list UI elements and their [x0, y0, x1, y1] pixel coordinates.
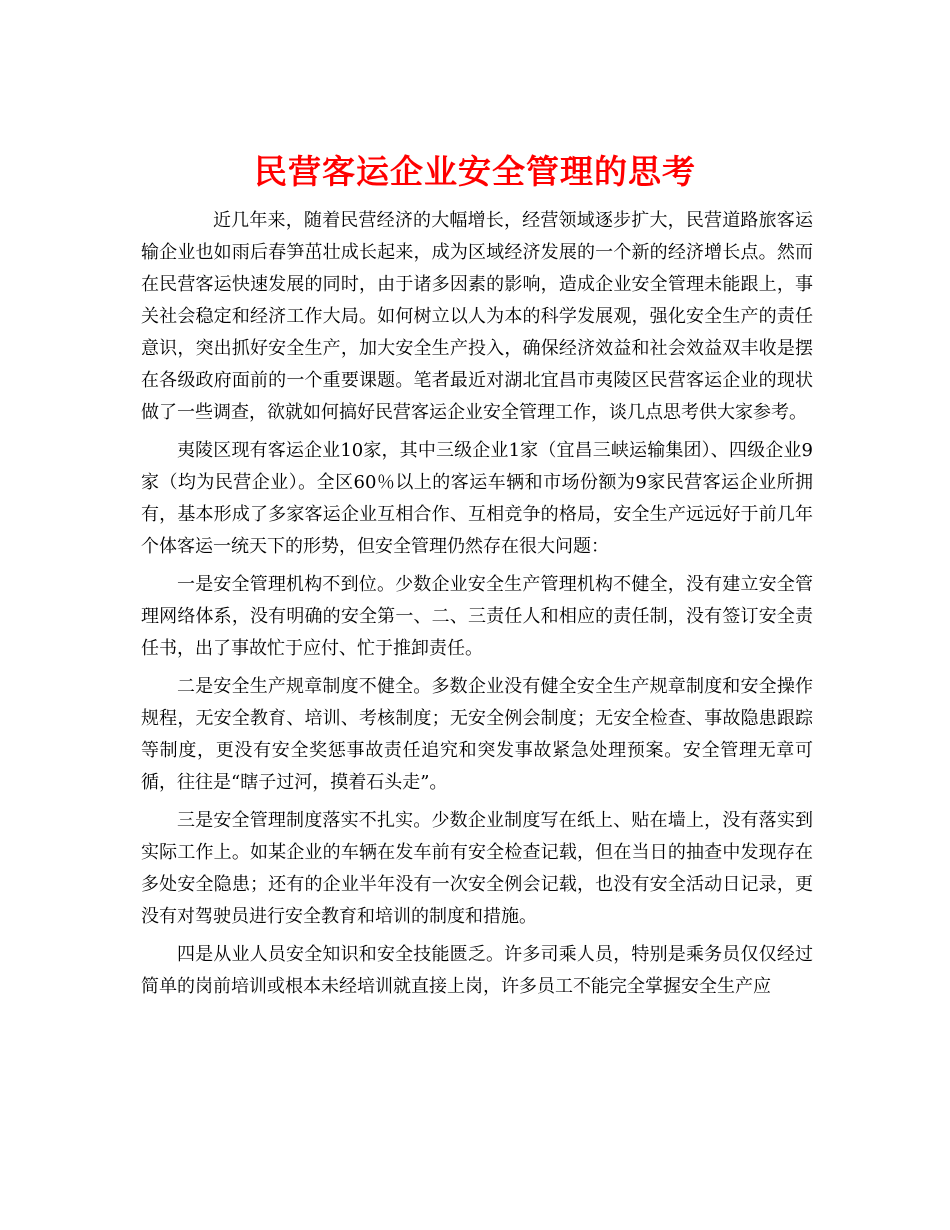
document-title: 民营客运企业安全管理的思考: [254, 152, 696, 192]
paragraph-issue-1: 一是安全管理机构不到位。少数企业安全生产管理机构不健全，没有建立安全管理网络体系，没有明确的安全第一、二、三责任人和相应的责任制，没有签订安全责任书，出了事故忙于应付、忙于推卸责任。: [141, 574, 813, 659]
paragraph-overview: 夷陵区现有客运企业10家，其中三级企业1家（宜昌三峡运输集团）、四级企业9家（均为民营企业）。全区60％以上的客运车辆和市场份额为9家民营客运企业所拥有，基本形成了多家客运企业互相合作、互相竞争的格局，安全生产远远好于前几年个体客运一统天下的形势，但安全管理仍然存在很大问题：: [141, 440, 813, 557]
paragraph-intro: 近几年来，随着民营经济的大幅增长，经营领域逐步扩大，民营道路旅客运输企业也如雨后春笋茁壮成长起来，成为区域经济发展的一个新的经济增长点。然而在民营客运快速发展的同时，由于诸多因素的影响，造成企业安全管理未能跟上，事关社会稳定和经济工作大局。如何树立以人为本的科学发展观，强化安全生产的责任意识，突出抓好安全生产，加大安全生产投入，确保经济效益和社会效益双丰收是摆在各级政府面前的一个重要课题。笔者最近对湖北宜昌市夷陵区民营客运企业的现状做了一些调查，欲就如何搞好民营客运企业安全管理工作，谈几点思考供大家参考。: [141, 210, 813, 423]
paragraph-issue-3: 三是安全管理制度落实不扎实。少数企业制度写在纸上、贴在墙上，没有落实到实际工作上。如某企业的车辆在发车前有安全检查记载，但在当日的抽查中发现存在多处安全隐患；还有的企业半年没有一次安全例会记载，也没有安全活动日记录，更没有对驾驶员进行安全教育和培训的制度和措施。: [141, 810, 813, 927]
paragraph-issue-2: 二是安全生产规章制度不健全。多数企业没有健全安全生产规章制度和安全操作规程，无安全教育、培训、考核制度；无安全例会制度；无安全检查、事故隐患跟踪等制度，更没有安全奖惩事故责任追究和突发事故紧急处理预案。安全管理无章可循，往往是“瞎子过河，摸着石头走”。: [141, 676, 813, 793]
paragraph-issue-4: 四是从业人员安全知识和安全技能匮乏。许多司乘人员，特别是乘务员仅仅经过简单的岗前培训或根本未经培训就直接上岗，许多员工不能完全掌握安全生产应: [141, 944, 813, 997]
document-body: [141, 205, 813, 1003]
